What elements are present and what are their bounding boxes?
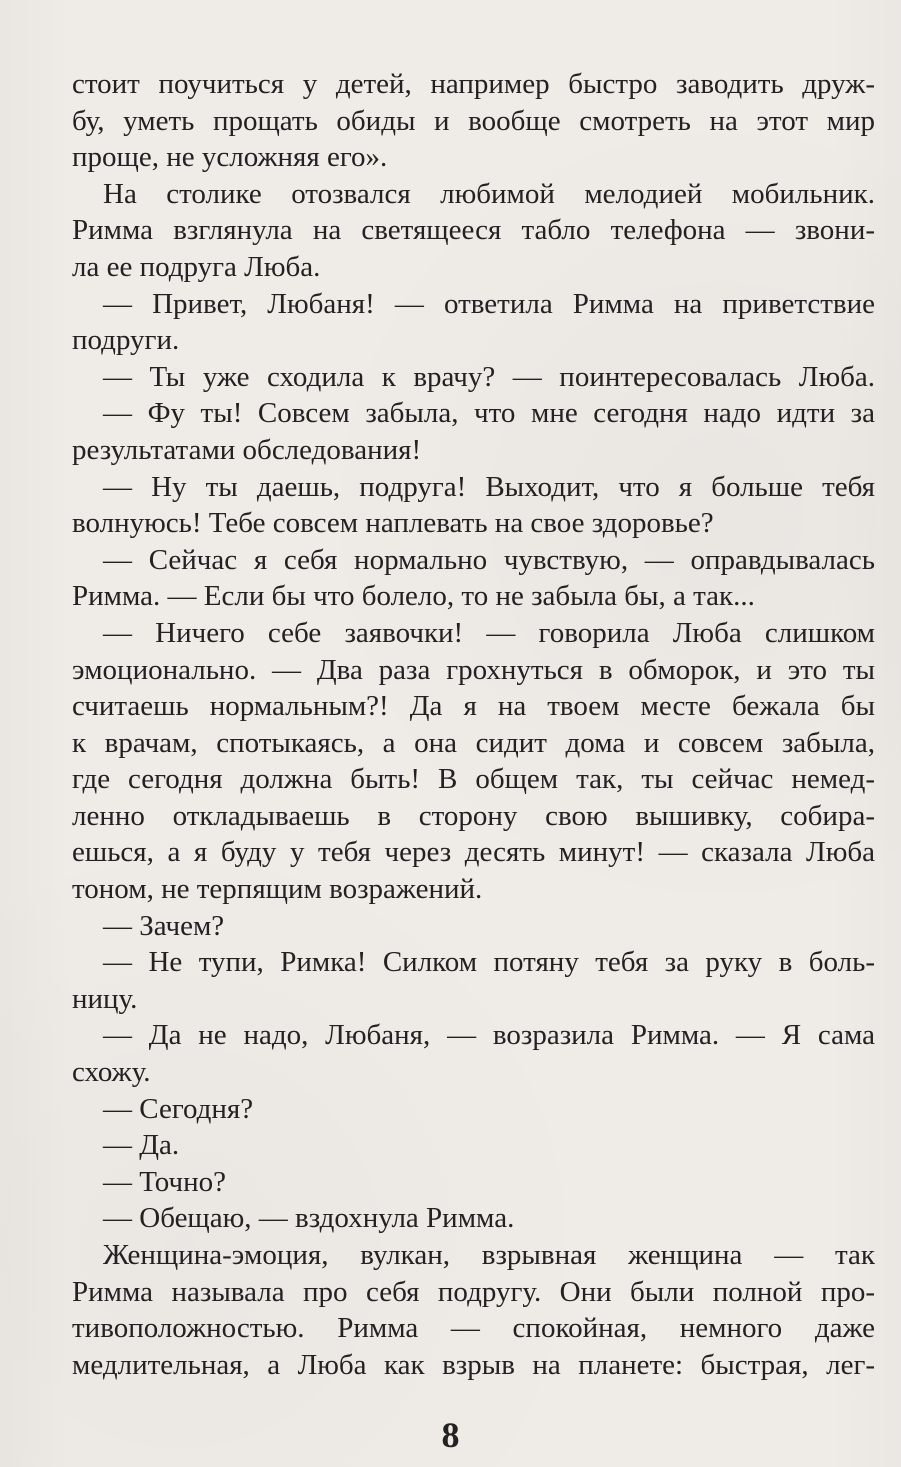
- text-line: ленно откладываешь в сторону свою вышивку, собира-: [72, 799, 875, 832]
- text-line: — Да не надо, Любаня, — возразила Римма. — Я сама: [103, 1019, 875, 1052]
- text-line: бу, уметь прощать обиды и вообще смотреть на этот мир: [72, 104, 875, 137]
- text-line: схожу.: [72, 1056, 151, 1089]
- text-line: Римма. — Если бы что болело, то не забыла бы, а так...: [72, 580, 755, 613]
- text-line: — Сейчас я себя нормально чувствую, — оправдывалась: [103, 543, 875, 576]
- text-line: проще, не усложняя его».: [72, 141, 388, 174]
- text-line: Римма взглянула на светящееся табло телефона — звони-: [72, 214, 875, 247]
- text-line: где сегодня должна быть! В общем так, ты сейчас немед-: [72, 763, 875, 796]
- text-line: тоном, не терпящим возражений.: [72, 873, 483, 906]
- text-line: волнуюсь! Тебе совсем наплевать на свое здоровье?: [72, 507, 714, 540]
- text-line: — Привет, Любаня! — ответила Римма на приветствие: [103, 287, 875, 320]
- text-line: подруги.: [72, 324, 180, 357]
- text-line: считаешь нормальным?! Да я на твоем месте бежала бы: [72, 690, 875, 723]
- text-line: — Ты уже сходила к врачу? — поинтересовалась Люба.: [103, 360, 875, 393]
- text-line: Римма называла про себя подругу. Они были полной про-: [72, 1275, 875, 1308]
- text-line: к врачам, спотыкаясь, а она сидит дома и совсем забыла,: [72, 726, 875, 759]
- text-line: — Ну ты даешь, подруга! Выходит, что я больше тебя: [103, 470, 875, 503]
- text-line: стоит поучиться у детей, например быстро заводить друж-: [72, 68, 875, 100]
- text-line: медлительная, а Люба как взрыв на планете: быстрая, лег-: [72, 1348, 875, 1381]
- text-line: тивоположностью. Римма — спокойная, немного даже: [72, 1312, 875, 1345]
- text-line: ницу.: [72, 982, 138, 1015]
- text-line: Женщина-эмоция, вулкан, взрывная женщина — так: [103, 1239, 875, 1271]
- text-line: результатами обследования!: [72, 433, 422, 466]
- text-line: — Точно?: [103, 1165, 227, 1198]
- text-line: ла ее подруга Люба.: [72, 250, 321, 283]
- text-line: На столике отозвался любимой мелодией мобильник.: [103, 177, 875, 210]
- text-line: эмоционально. — Два раза грохнуться в обморок, и это ты: [72, 653, 875, 686]
- text-line: — Не тупи, Римка! Силком потяну тебя за руку в боль-: [103, 946, 875, 979]
- text-line: — Сегодня?: [103, 1092, 254, 1125]
- page-number: 8: [441, 1415, 460, 1455]
- text-line: — Обещаю, — вздохнула Римма.: [103, 1202, 515, 1235]
- text-line: — Да.: [103, 1129, 180, 1162]
- text-line: — Ничего себе заявочки! — говорила Люба слишком: [103, 616, 875, 649]
- text-line: — Фу ты! Совсем забыла, что мне сегодня надо идти за: [103, 397, 875, 430]
- body-text: [72, 66, 875, 1383]
- text-line: — Зачем?: [103, 909, 225, 942]
- text-line: ешься, а я буду у тебя через десять минут! — сказала Люба: [72, 836, 875, 869]
